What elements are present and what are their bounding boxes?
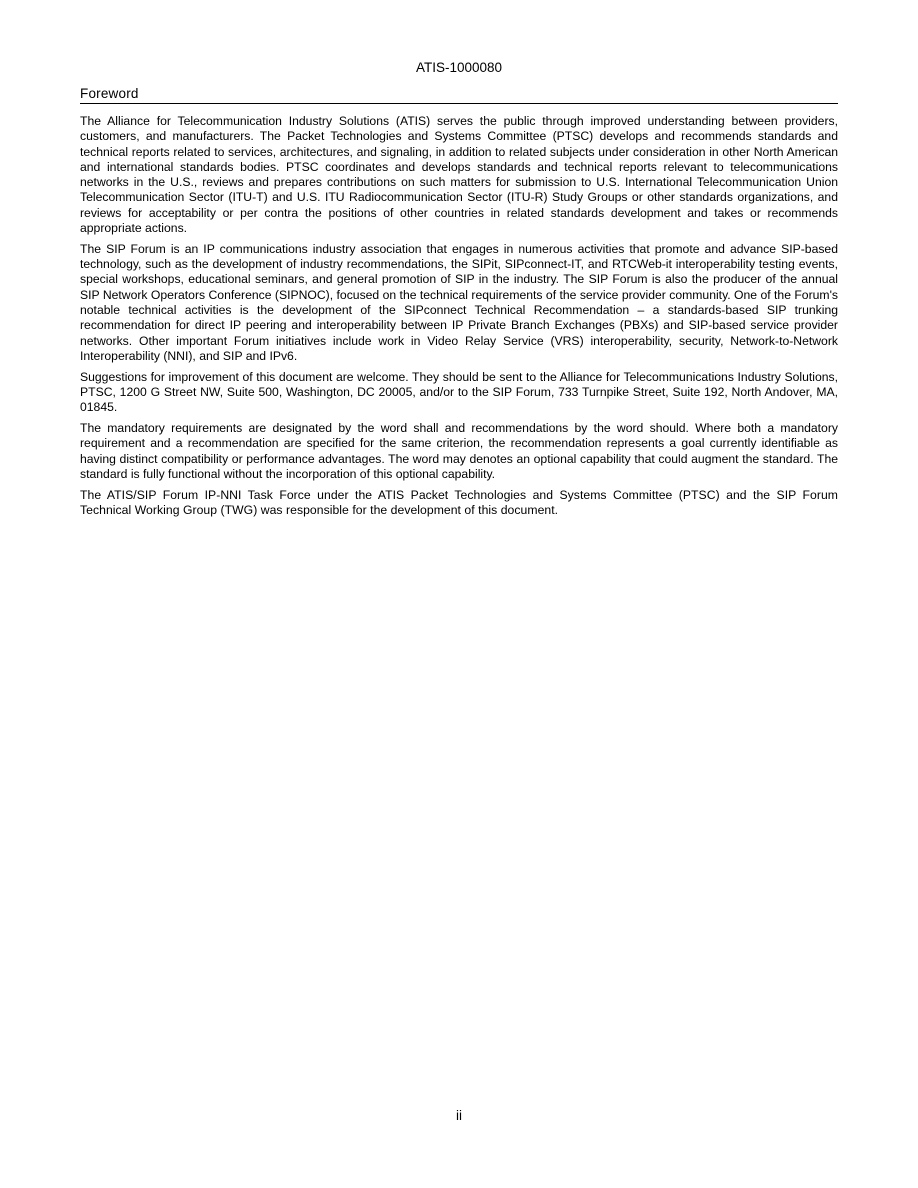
paragraph-atis-intro: The Alliance for Telecommunication Industry Solutions (ATIS) serves the public through improved understanding between providers, customers, and manufacturers. The Packet Technologies and Systems Committee (PTSC) develops and recommends standards and technical reports related to services, architectures, and signaling, in addition to related subjects under consideration in other North American and international standards bodies. PTSC coordinates and develops standards and technical reports relevant to telecommunications networks in the U.S., reviews and prepares contributions on such matters for submission to U.S. International Telecommunication Union Telecommunication Sector (ITU-T) and U.S. ITU Radiocommunication Sector (ITU-R) Study Groups or other standards organizations, and reviews for acceptability or per contra the positions of other countries in related standards development and takes or recommends appropriate actions. bbox=[80, 114, 838, 236]
section-heading: Foreword bbox=[80, 85, 838, 104]
paragraph-requirements: The mandatory requirements are designated by the word shall and recommendations by the word should. Where both a mandatory requirement and a recommendation are specified for the same criterion, the recommendation represents a goal currently identifiable as having distinct compatibility or performance advantages. The word may denotes an optional capability that could augment the standard. The standard is fully functional without the incorporation of this optional capability. bbox=[80, 421, 838, 482]
foreword-body bbox=[80, 114, 838, 524]
document-id: ATIS-1000080 bbox=[415, 60, 503, 75]
paragraph-suggestions: Suggestions for improvement of this document are welcome. They should be sent to the Alliance for Telecommunications Industry Solutions, PTSC, 1200 G Street NW, Suite 500, Washington, DC 20005, and/or to the SIP Forum, 733 Turnpike Street, Suite 192, North Andover, MA, 01845. bbox=[80, 369, 838, 415]
paragraph-responsibility: The ATIS/SIP Forum IP-NNI Task Force under the ATIS Packet Technologies and Systems Committee (PTSC) and the SIP Forum Technical Working Group (TWG) was responsible for the development of this document. bbox=[80, 487, 838, 518]
paragraph-sip-forum-intro: The SIP Forum is an IP communications industry association that engages in numerous activities that promote and advance SIP-based technology, such as the development of industry recommendations, the SIPit, SIPconnect-IT, and RTCWeb-it interoperability testing events, special workshops, educational seminars, and general promotion of SIP in the industry. The SIP Forum is also the producer of the annual SIP Network Operators Conference (SIPNOC), focused on the technical requirements of the service provider community. One of the Forum's notable technical activities is the development of the SIPconnect Technical Recommendation – a standards-based SIP trunking recommendation for direct IP peering and interoperability between IP Private Branch Exchanges (PBXs) and SIP-based service provider networks. Other important Forum initiatives include work in Video Relay Service (VRS) interoperability, security, Network-to-Network Interoperability (NNI), and SIP and IPv6. bbox=[80, 241, 838, 363]
page-number: ii bbox=[456, 1108, 462, 1123]
